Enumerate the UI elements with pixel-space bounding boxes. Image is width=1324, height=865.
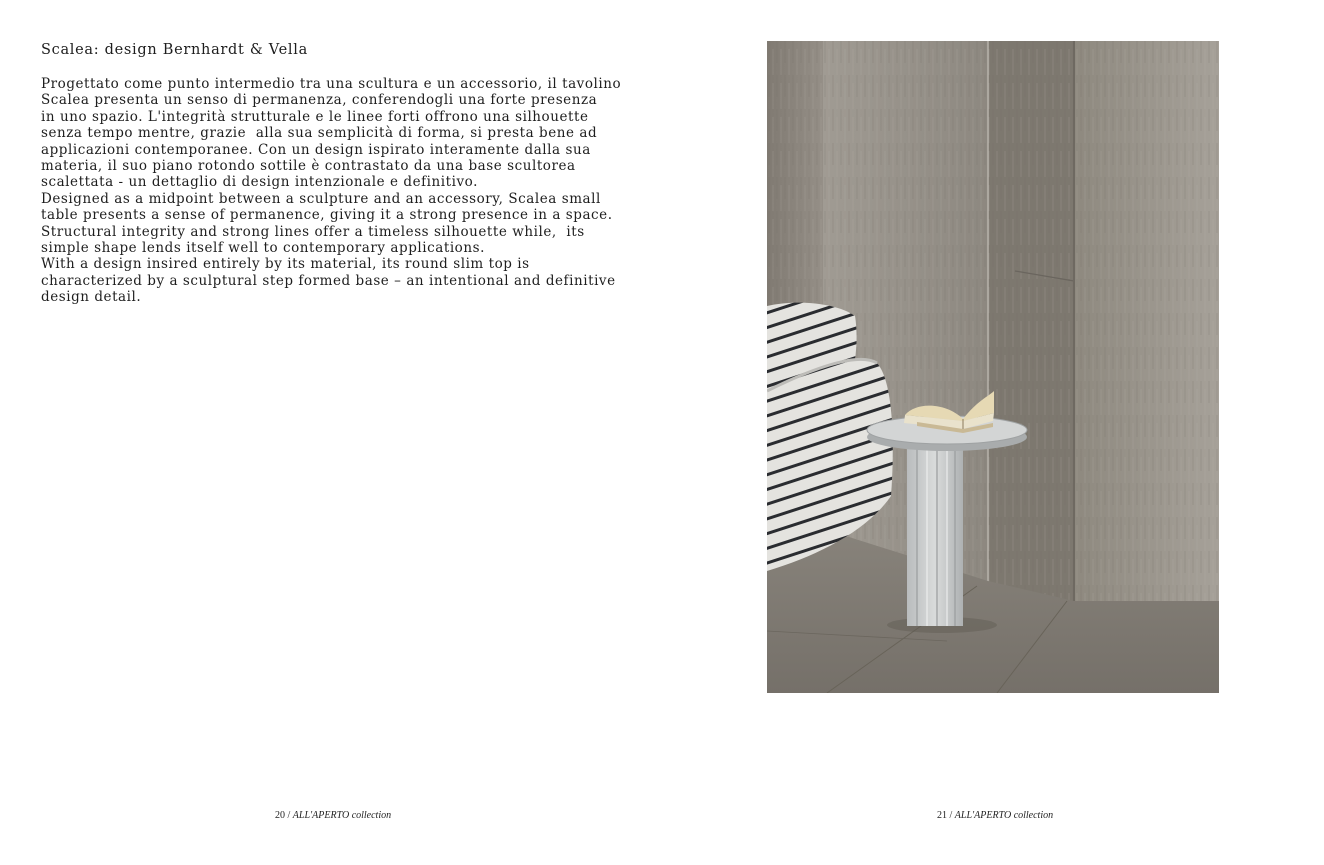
body-line: table presents a sense of permanence, giving it a strong presence in a space. [41, 207, 613, 224]
body-line: Scalea presenta un senso di permanenza, conferendogli una forte presenza [41, 92, 598, 109]
body-line: characterized by a sculptural step formed base – an intentional and definitive [41, 272, 616, 289]
body-paragraph [41, 76, 641, 306]
body-line: simple shape lends itself well to contemporary applications. [41, 240, 485, 257]
page-footer-right [937, 810, 1053, 821]
page-number: 21 / [937, 810, 953, 821]
body-line: scalettata - un dettaglio di design intenzionale e definitivo. [41, 174, 478, 191]
right-page [662, 0, 1324, 865]
body-line: With a design insired entirely by its material, its round slim top is [41, 256, 530, 273]
page-title: Scalea: design Bernhardt & Vella [41, 42, 308, 58]
body-line: in uno spazio. L'integrità strutturale e le linee forti offrono una silhouette [41, 108, 589, 125]
body-line: senza tempo mentre, grazie alla sua semplicità di forma, si presta bene ad [41, 125, 598, 142]
body-line: Structural integrity and strong lines offer a timeless silhouette while, its [41, 223, 585, 240]
body-line: Progettato come punto intermedio tra una scultura e un accessorio, il tavolino [41, 76, 622, 92]
page-footer-left [275, 810, 391, 821]
body-line: design detail. [41, 289, 142, 306]
product-photo [767, 41, 1219, 693]
body-line: applicazioni contemporanee. Con un design ispirato interamente dalla sua [41, 141, 591, 158]
body-line: Designed as a midpoint between a sculpture and an accessory, Scalea small [41, 190, 601, 207]
collection-name: ALL'APERTO collection [954, 810, 1054, 821]
page-number: 20 / [275, 810, 291, 821]
body-line: materia, il suo piano rotondo sottile è contrastato da una base scultorea [41, 158, 576, 175]
collection-name: ALL'APERTO collection [292, 810, 392, 821]
